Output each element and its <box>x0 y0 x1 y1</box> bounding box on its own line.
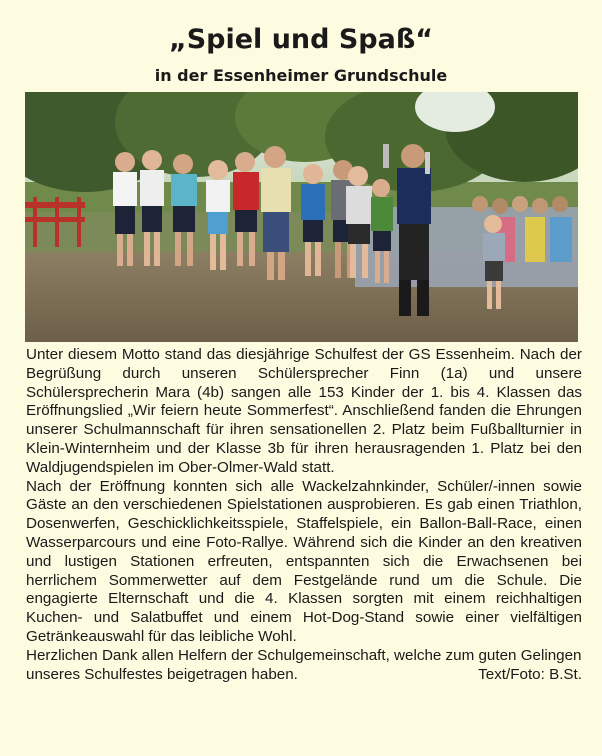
photo-credit: Text/Foto: B.St. <box>478 665 582 683</box>
closing-text: Herzlichen Dank allen Helfern der Schulgemeinschaft, welche zum guten Gelingen unseres Schulfestes beigetragen haben. <box>26 646 582 683</box>
article-title: „Spiel und Spaß“ <box>168 24 434 55</box>
group-photo <box>25 92 578 342</box>
article-paragraph: Nach der Eröffnung konnten sich alle Wackelzahnkinder, Schüler/-innen sowie Gäste an den verschiedenen Spielstationen ausprobieren. Es gab einen Triathlon, Dosenwerfen, Geschicklichkeitsspiele, Staffelspiele, ein Ballon-Ball-Race, einen Wasserparcours und eine Foto-Rallye. Während sich die Kinder an den kreativen und lustigen Stationen erfreuten, entspannten sich die Erwachsenen bei herrlichem Sommerwetter auf dem Festgelände rund um die Schule. Die engagierte Elternschaft und die 4. Klassen sorgten mit einem reichhaltigen Kuchen- und Salatbuffet und einem Hot-Dog-Stand sowie einer vielfältigen Getränkeauswahl für das leibliche Wohl. <box>26 477 582 645</box>
article-body <box>26 346 582 684</box>
article-closing <box>26 647 582 685</box>
article-subtitle: in der Essenheimer Grundschule <box>154 66 448 85</box>
group-photo-illustration <box>25 92 578 342</box>
article-paragraph: Unter diesem Motto stand das diesjährige Schulfest der GS Essenheim. Nach der Begrüßung durch unseren Schülersprecher Finn (1a) und unsere Schülersprecherin Mara (4b) sangen alle 153 Kinder der 1. bis 4. Klassen das Eröffnungslied „Wir feiern heute Sommerfest“. Anschließend fanden die Ehrungen unserer Schulmannschaft für ihren sensationellen 2. Platz beim Fußballturnier in Klein-Winternheim und der Klasse 3b für ihren herausragenden 1. Platz bei den Waldjugendspielen im Ober-Olmer-Wald statt. <box>26 346 582 476</box>
